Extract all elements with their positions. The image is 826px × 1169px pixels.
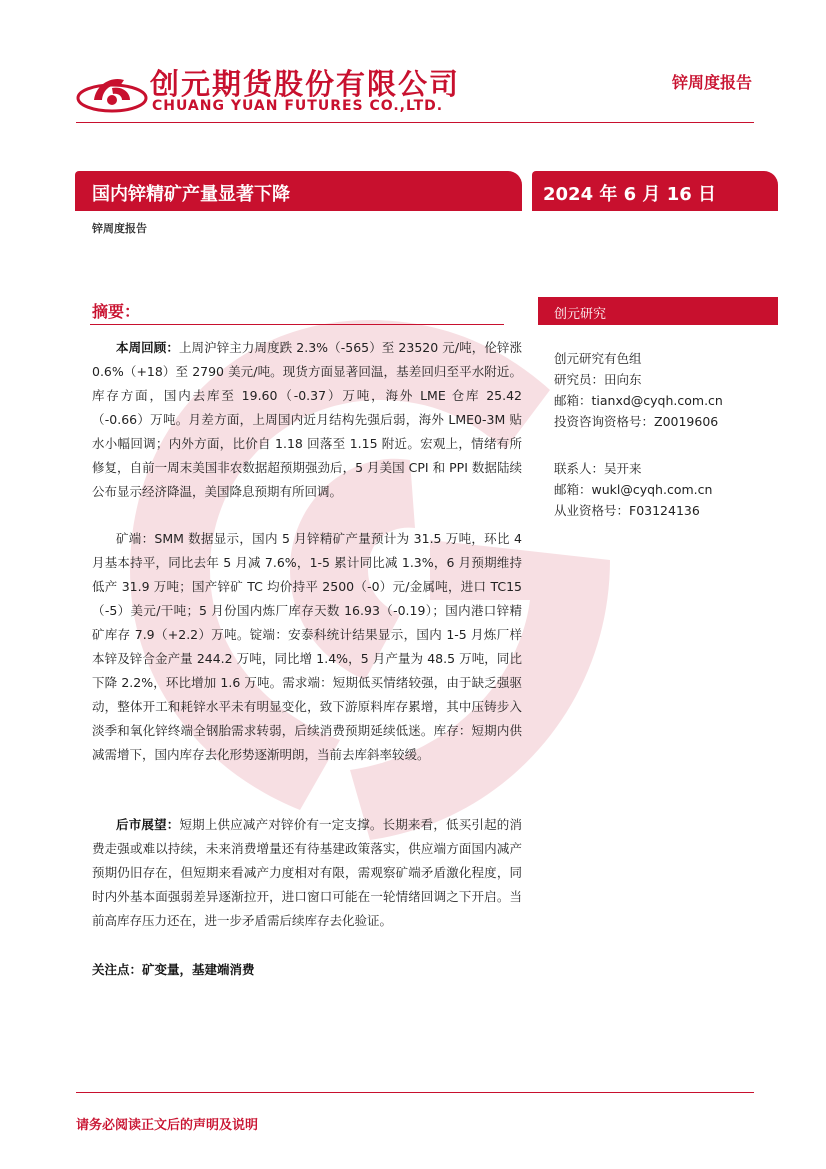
contact-email[interactable]: 邮箱：wukl@cyqh.com.cn (554, 482, 713, 497)
abstract-heading: 摘要： (92, 302, 141, 321)
company-logo (76, 70, 148, 114)
outlook-text: 短期上供应减产对锌价有一定支撑。长期来看，低买引起的消费走强或难以持续，未来消费增量还有待基建政策落实，供应端方面国内减产预期仍旧存在，但短期来看减产力度相对有限，需观察矿端矛盾激化程度，同时内外基本面强弱差异逐渐拉开，进口窗口可能在一轮情绪回调之下开启。当前高库存压力还在，进一步矛盾需后续库存去化验证。 (92, 817, 522, 928)
weekly-review-paragraph (92, 336, 522, 504)
researcher-license: 投资咨询资格号：Z0019606 (554, 414, 719, 429)
outlook-label: 后市展望： (116, 817, 180, 832)
weekly-review-label: 本周回顾： (116, 340, 179, 355)
researcher-email[interactable]: 邮箱：tianxd@cyqh.com.cn (554, 393, 723, 408)
header-divider (76, 122, 754, 123)
contact-license: 从业资格号：F03124136 (554, 503, 700, 518)
abstract-divider (90, 324, 504, 325)
report-date: 2024 年 6 月 16 日 (543, 184, 717, 205)
focus-points: 关注点：矿变量，基建端消费 (92, 962, 255, 977)
weekly-review-text: 上周沪锌主力周度跌 2.3%（-565）至 23520 元/吨，伦锌涨 0.6%（+18）至 2790 美元/吨。现货方面显著回温，基差回归至平水附近。库存方面，国内去库至 19.60（-0.37）万吨，海外 LME 仓库 25.42（-0.66）万吨。月差方面，上周国内近月结构先强后弱，海外 LME0-3M 贴水小幅回调；内外方面，比价自 1.18 回落至 1.15 附近。宏观上，情绪有所修复，自前一周末美国非农数据超预期强劲后，5 月美国 CPI 和 PPI 数据陆续公布显示经济降温，美国降息预期有所回调。 (92, 340, 522, 499)
company-name-cn: 创元期货股份有限公司 (150, 67, 461, 101)
company-name-en: CHUANG YUAN FUTURES CO.,LTD. (152, 98, 444, 114)
report-subtag: 锌周度报告 (92, 222, 147, 235)
footer-disclaimer: 请务必阅读正文后的声明及说明 (76, 1118, 259, 1133)
researcher-name: 研究员：田向东 (554, 372, 642, 387)
report-type-tag: 锌周度报告 (671, 73, 752, 92)
contact-name: 联系人：吴开来 (554, 461, 642, 476)
footer-divider (76, 1092, 754, 1093)
contact-person-block (554, 458, 712, 521)
sidebar-heading: 创元研究 (554, 307, 607, 322)
outlook-paragraph (92, 813, 522, 933)
research-contact-block (554, 348, 723, 432)
mine-paragraph: 矿端：SMM 数据显示，国内 5 月锌精矿产量预计为 31.5 万吨，环比 4 月基本持平，同比去年 5 月减 7.6%，1-5 累计同比减 1.3%，6 月预期维持低产 31.9 万吨；国产锌矿 TC 均价持平 2500（-0）元/金属吨，进口 TC15（-5）美元/干吨；5 月份国内炼厂库存天数 16.93（-0.19）；国内港口锌精矿库存 7.9（+2.2）万吨。锭端：安泰科统计结果显示，国内 1-5 月炼厂样本锌及锌合金产量 244.2 万吨，同比增 1.4%，5 月产量为 48.5 万吨，同比下降 2.2%，环比增加 1.6 万吨。需求端：短期低买情绪较强，由于缺乏强驱动，整体开工和耗锌水平未有明显变化，致下游原料库存累增，其中压铸步入淡季和氧化锌终端全钢胎需求转弱，后续消费预期延续低迷。库存：短期内供减需增下，国内库存去化形势逐渐明朗，当前去库斜率较缓。 (92, 531, 522, 762)
research-group: 创元研究有色组 (554, 351, 642, 366)
report-title: 国内锌精矿产量显著下降 (92, 184, 290, 205)
